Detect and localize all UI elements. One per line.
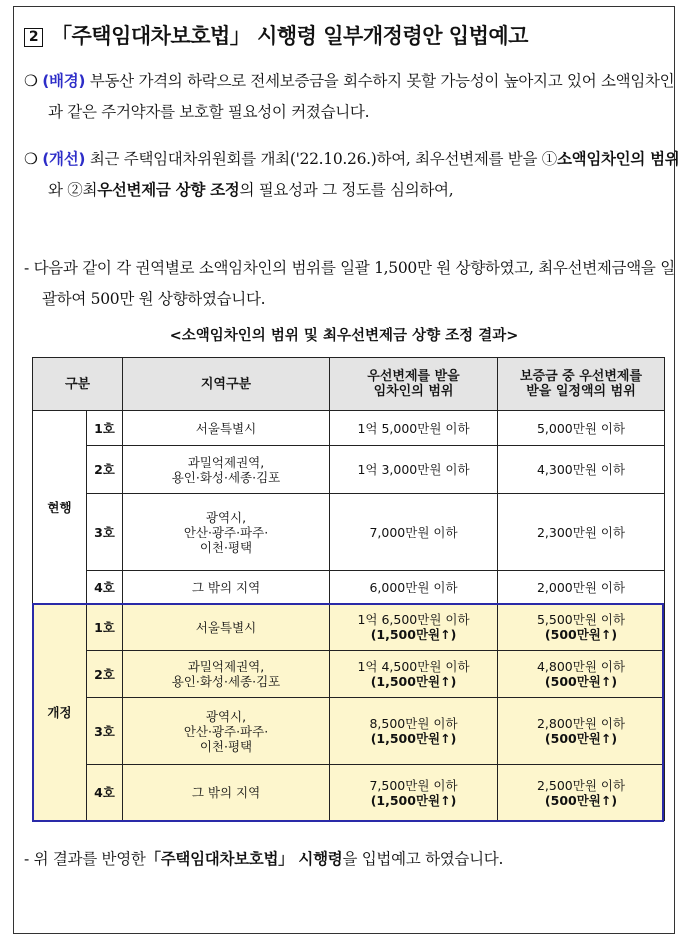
tenant-value: 1억 6,500만원 이하 — [357, 612, 470, 627]
bullet-icon: ❍ — [24, 72, 38, 90]
adjustment-table — [32, 357, 665, 821]
deposit-cell: 2,300만원 이하 — [498, 494, 665, 571]
deposit-increase: (500만원↑) — [544, 674, 618, 689]
deposit-cell — [498, 604, 665, 651]
region-cell: 광역시, 안산·광주·파주· 이천·평택 — [123, 494, 330, 571]
table-row — [33, 494, 665, 571]
row-number: 1호 — [87, 411, 123, 446]
deposit-cell — [498, 651, 665, 698]
region-cell: 그 밖의 지역 — [123, 571, 330, 604]
header-tenant-range: 우선변제를 받을 임차인의 범위 — [330, 358, 498, 411]
deposit-cell — [498, 765, 665, 821]
table-row — [33, 571, 665, 604]
background-paragraph — [24, 66, 688, 128]
group-label-current: 현행 — [33, 411, 87, 604]
reform-tag: (개선) — [42, 150, 86, 168]
row-number: 2호 — [87, 446, 123, 494]
table-row — [33, 411, 665, 446]
tenant-cell: 6,000만원 이하 — [330, 571, 498, 604]
section-title — [24, 20, 528, 50]
dash-mark: - — [24, 850, 29, 868]
footer-text-1: 위 결과를 반영한 — [33, 850, 146, 868]
footer-text-2: 을 입법예고 하였습니다. — [342, 850, 504, 868]
header-region: 지역구분 — [123, 358, 330, 411]
dash-mark: - — [24, 259, 29, 277]
table-header-row — [33, 358, 665, 411]
tenant-cell — [330, 698, 498, 765]
deposit-cell: 5,000만원 이하 — [498, 411, 665, 446]
group-label-revised: 개정 — [33, 604, 87, 821]
deposit-cell — [498, 698, 665, 765]
tenant-increase: (1,500만원↑) — [370, 674, 457, 689]
background-text: 부동산 가격의 하락으로 전세보증금을 회수하지 못할 가능성이 높아지고 있어 소액임차인과 같은 주거약자를 보호할 필요성이 커졌습니다. — [48, 72, 675, 121]
detail-paragraph — [24, 253, 682, 315]
deposit-cell: 2,000만원 이하 — [498, 571, 665, 604]
region-cell: 서울특별시 — [123, 604, 330, 651]
deposit-increase: (500만원↑) — [544, 627, 618, 642]
deposit-value: 2,500만원 이하 — [536, 777, 626, 793]
tenant-cell — [330, 651, 498, 698]
row-number: 4호 — [87, 765, 123, 821]
region-cell: 광역시, 안산·광주·파주· 이천·평택 — [123, 698, 330, 765]
row-number: 3호 — [87, 494, 123, 571]
bullet-icon: ❍ — [24, 150, 38, 168]
tenant-value: 8,500만원 이하 — [369, 716, 458, 731]
reform-bold-2: 우선변제금 상향 조정 — [97, 181, 240, 199]
footer-bold: 「주택임대차보호법」 시행령 — [145, 850, 343, 868]
table-row — [33, 446, 665, 494]
deposit-increase: (500만원↑) — [544, 731, 618, 746]
row-number: 3호 — [87, 698, 123, 765]
detail-text: 다음과 같이 각 권역별로 소액임차인의 범위를 일괄 1,500만 원 상향하였고, 최우선변제금액을 일괄하여 500만 원 상향하였습니다. — [33, 259, 675, 308]
tenant-value: 7,500만원 이하 — [369, 777, 458, 793]
table-row — [33, 765, 665, 821]
table-row — [33, 698, 665, 765]
tenant-cell — [330, 604, 498, 651]
tenant-value: 1억 4,500만원 이하 — [357, 659, 470, 674]
header-category: 구분 — [33, 358, 123, 411]
deposit-value: 5,500만원 이하 — [536, 612, 626, 627]
row-number: 1호 — [87, 604, 123, 651]
background-tag: (배경) — [42, 72, 86, 90]
deposit-increase: (500만원↑) — [544, 792, 618, 808]
region-cell: 그 밖의 지역 — [123, 765, 330, 821]
table-row — [33, 604, 665, 651]
tenant-increase: (1,500만원↑) — [370, 731, 457, 746]
tenant-cell — [330, 765, 498, 821]
reform-paragraph — [24, 144, 688, 206]
section-title-text: 「주택임대차보호법」 시행령 일부개정령안 입법예고 — [51, 24, 528, 48]
region-cell: 서울특별시 — [123, 411, 330, 446]
tenant-cell: 7,000만원 이하 — [330, 494, 498, 571]
reform-bold-1: 소액임차인의 범위 — [556, 150, 680, 168]
row-number: 2호 — [87, 651, 123, 698]
region-cell: 과밀억제권역, 용인·화성·세종·김포 — [123, 446, 330, 494]
reform-text-1: 최근 주택임대차위원회를 개최('22.10.26.)하여, 최우선변제를 받을 ① — [89, 150, 557, 168]
table-caption: <소액임차인의 범위 및 최우선변제금 상향 조정 결과> — [169, 328, 519, 344]
tenant-increase: (1,500만원↑) — [370, 792, 457, 808]
section-number: 2 — [24, 28, 43, 47]
tenant-cell: 1억 3,000만원 이하 — [330, 446, 498, 494]
region-cell: 과밀억제권역, 용인·화성·세종·김포 — [123, 651, 330, 698]
header-deposit-range: 보증금 중 우선변제를 받을 일정액의 범위 — [498, 358, 665, 411]
table-row — [33, 651, 665, 698]
footer-paragraph — [24, 847, 503, 869]
reform-text-2: 와 ②최 — [48, 181, 98, 199]
tenant-increase: (1,500만원↑) — [370, 627, 457, 642]
deposit-value: 2,800만원 이하 — [536, 716, 626, 731]
tenant-cell: 1억 5,000만원 이하 — [330, 411, 498, 446]
row-number: 4호 — [87, 571, 123, 604]
reform-text-3: 의 필요성과 그 정도를 심의하여, — [239, 181, 454, 199]
deposit-value: 4,800만원 이하 — [536, 659, 626, 674]
deposit-cell: 4,300만원 이하 — [498, 446, 665, 494]
